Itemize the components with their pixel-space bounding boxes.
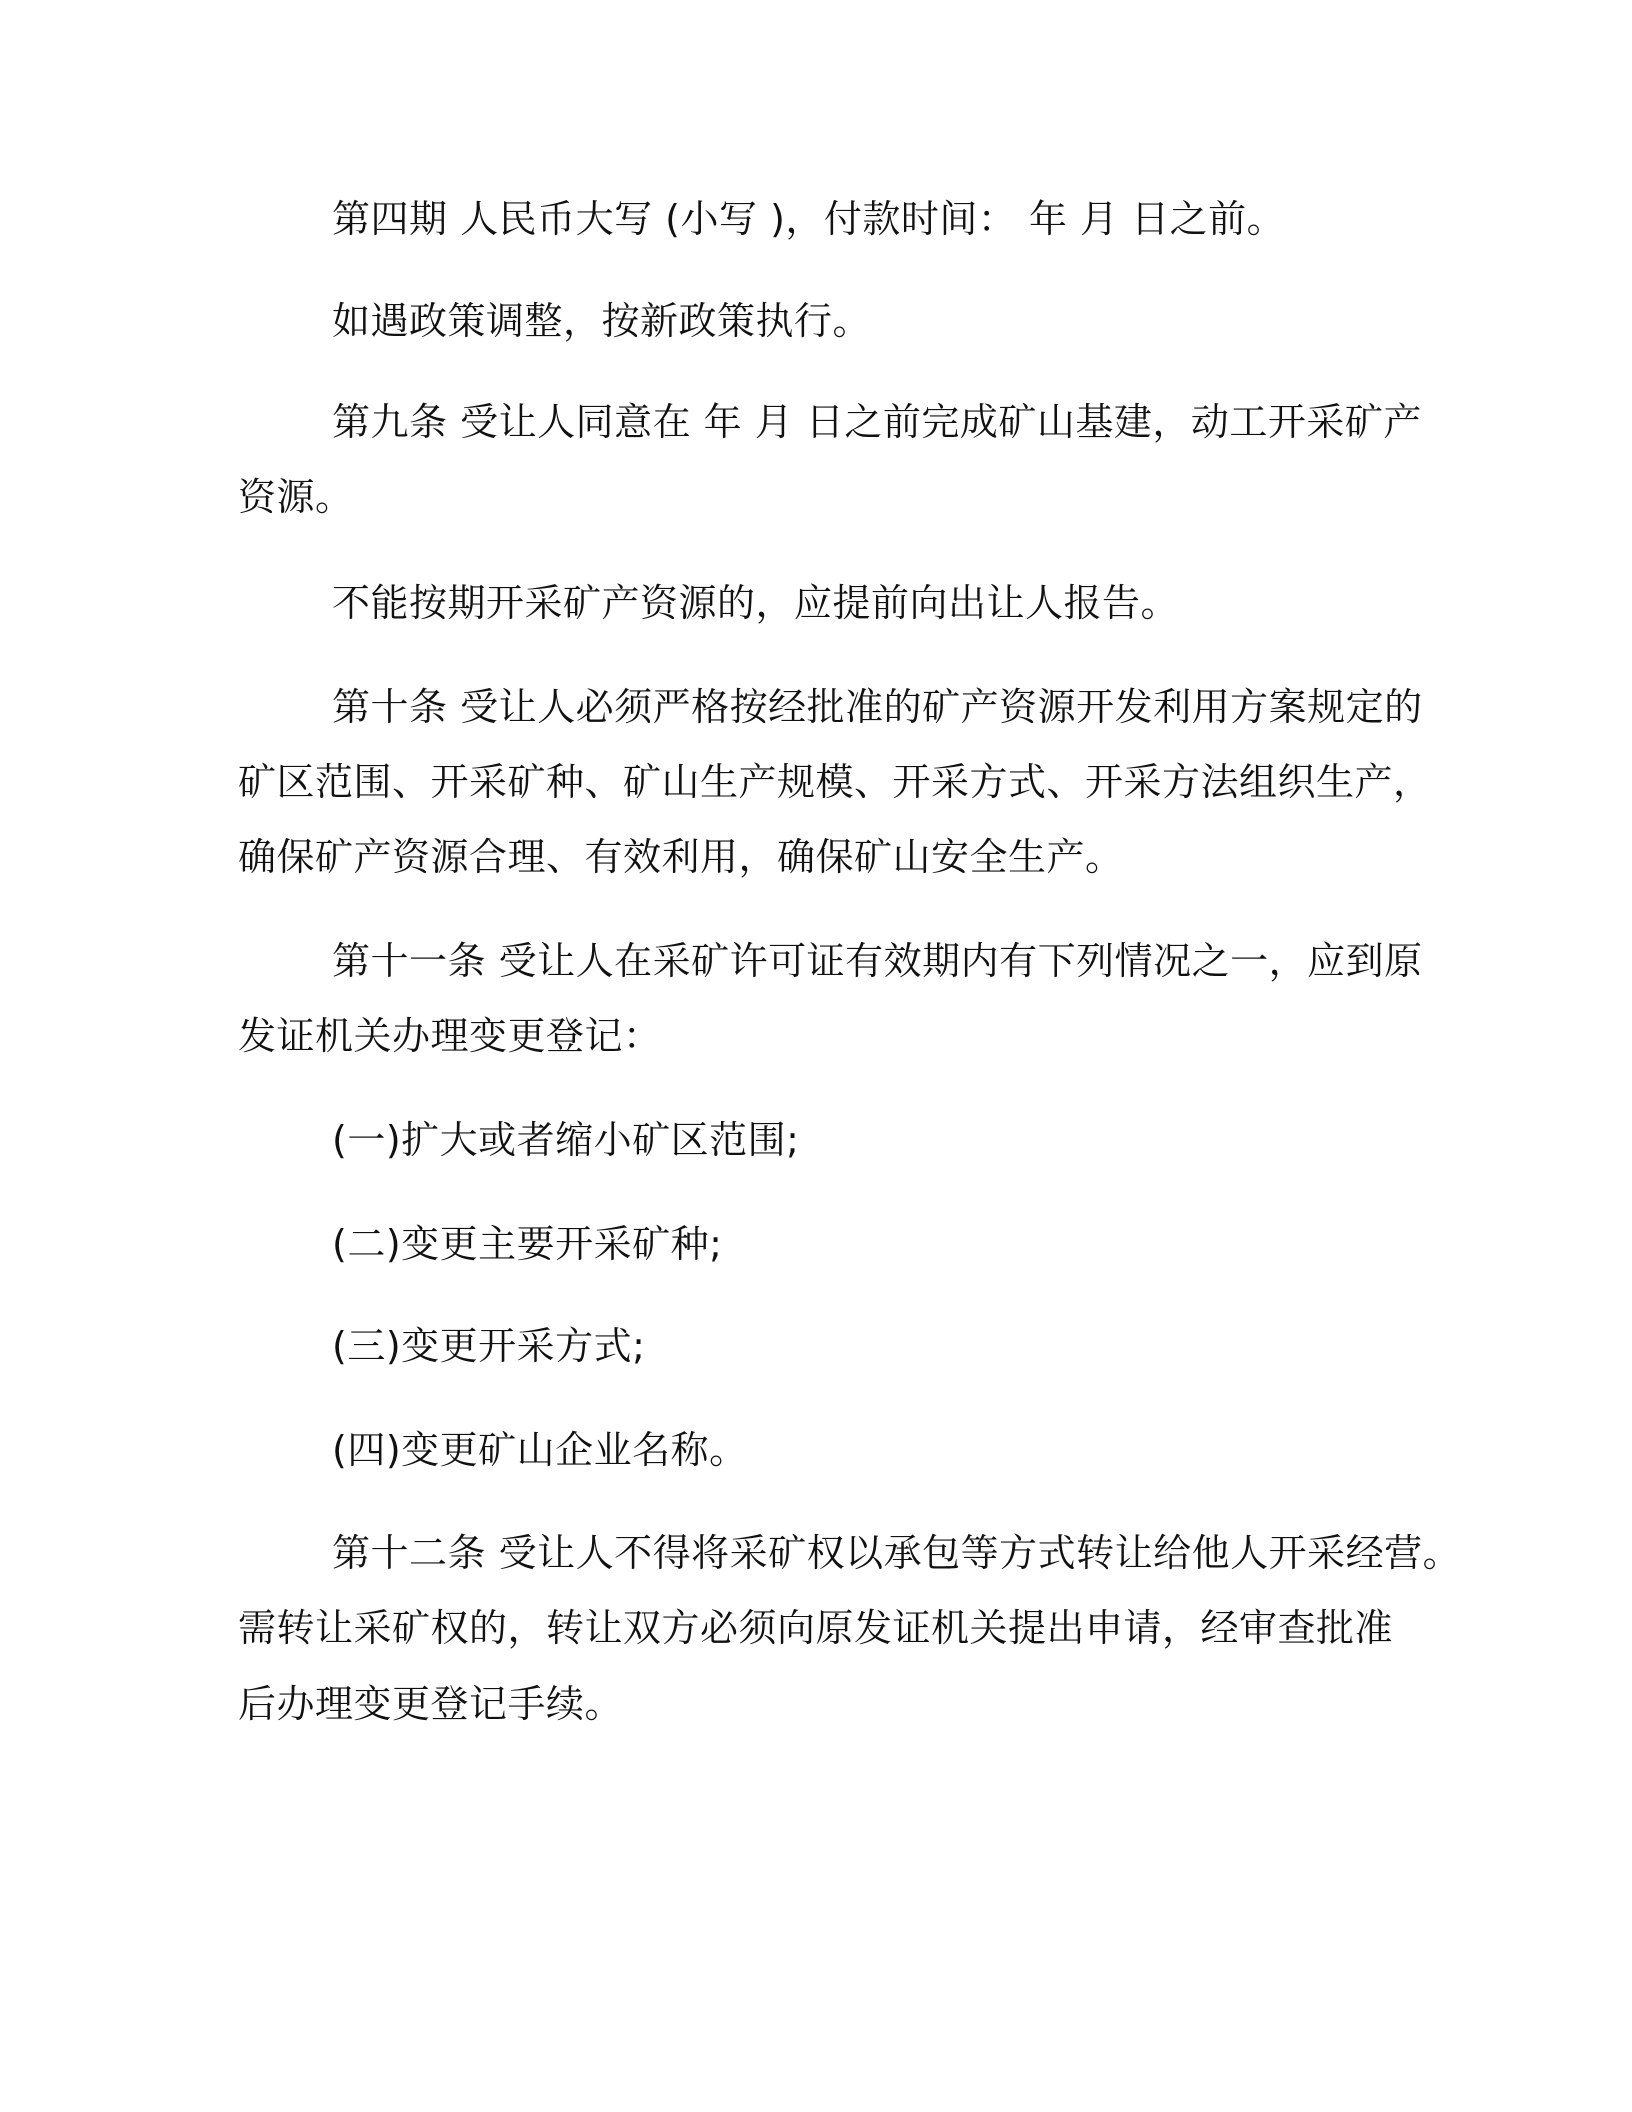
paragraph-line-article-12-cont-1: 需转让采矿权的，转让双方必须向原发证机关提出申请，经审查批准 [238, 1606, 1394, 1650]
paragraph-line-article-12: 第十二条 受让人不得将采矿权以承包等方式转让给他人开采经营。 [332, 1531, 1462, 1575]
paragraph-line-article-10-cont-2: 确保矿产资源合理、有效利用，确保矿山安全生产。 [238, 835, 1124, 879]
list-item-3: (三)变更开采方式; [332, 1324, 646, 1368]
list-item-1: (一)扩大或者缩小矿区范围; [332, 1118, 800, 1162]
paragraph-line-article-11: 第十一条 受让人在采矿许可证有效期内有下列情况之一，应到原 [332, 939, 1423, 983]
paragraph-line-article-11-cont: 发证机关办理变更登记： [238, 1014, 662, 1058]
list-item-4: (四)变更矿山企业名称。 [332, 1428, 748, 1472]
paragraph-line-article-10-cont-1: 矿区范围、开采矿种、矿山生产规模、开采方式、开采方法组织生产， [238, 760, 1432, 804]
paragraph-line-article-9-cont: 资源。 [238, 475, 354, 519]
paragraph-line-policy-adjustment: 如遇政策调整，按新政策执行。 [332, 299, 872, 343]
list-item-2: (二)变更主要开采矿种; [332, 1222, 723, 1266]
paragraph-line-article-12-cont-2: 后办理变更登记手续。 [238, 1682, 624, 1726]
paragraph-line-installment-four: 第四期 人民币大写 (小写 )，付款时间： 年 月 日之前。 [332, 197, 1286, 241]
paragraph-line-article-9: 第九条 受让人同意在 年 月 日之前完成矿山基建，动工开采矿产 [332, 400, 1422, 444]
paragraph-line-delay-report: 不能按期开采矿产资源的，应提前向出让人报告。 [332, 581, 1180, 625]
paragraph-line-article-10: 第十条 受让人必须严格按经批准的矿产资源开发利用方案规定的 [332, 685, 1423, 729]
